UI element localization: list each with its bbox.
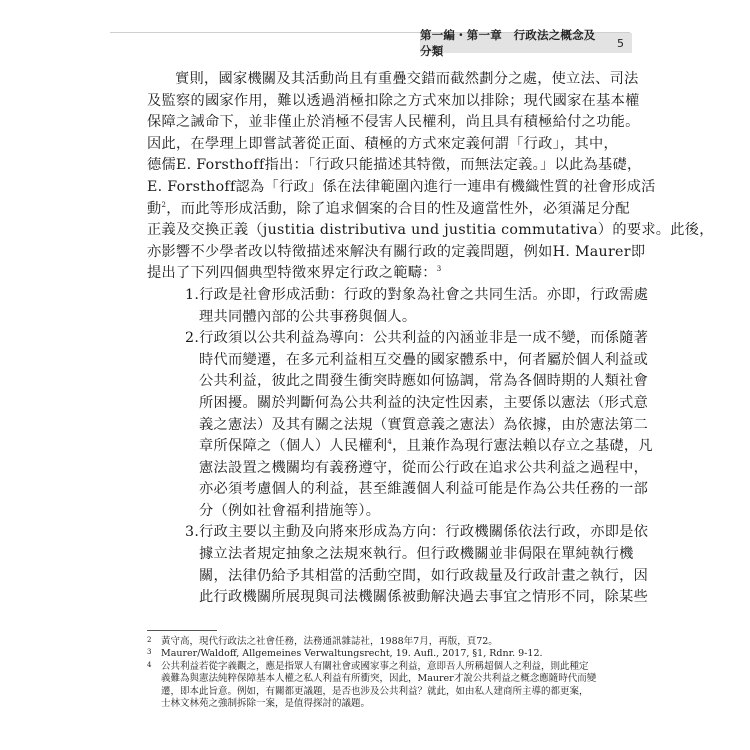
text-line: 實則，國家機關及其活動尚且有重疊交錯而截然劃分之處，使立法、司法 [175, 71, 639, 87]
text-line: 保障之誡命下，並非僅止於消極不侵害人民權利，尚且具有積極給付之功能。 [147, 114, 640, 131]
footnote-marker: 2 [161, 200, 167, 209]
text-line: 德儒E. Forsthoff指出：「行政只能描述其特徵，而無法定義。」以此為基礎， [147, 157, 642, 174]
text-line: 亦必須考慮個人的利益，甚至維護個人利益可能是作為公共任務的一部 [199, 481, 649, 498]
running-header-title: 第一編・第一章 行政法之概念及分類 [420, 28, 596, 58]
page-number: 5 [617, 36, 624, 50]
footnote-separator [147, 630, 217, 631]
footnote-number: 2 [147, 636, 152, 644]
text-line: 分（例如社會福利措施等）。 [199, 502, 381, 519]
footnote-text: Maurer/Waldoff, Allgemeines Verwaltungsrecht, 19. Aufl., 2017, §1, Rdnr. 9-12. [161, 648, 543, 660]
running-header [420, 28, 632, 58]
footnote-text: 公共利益若從字義觀之，應是指眾人有關社會或國家事之利益，意即吾人所稱超個人之利益，則此種定 [161, 660, 589, 672]
footnote [147, 648, 607, 660]
footnote-continuation: 義難為與憲法純粹保障基本人權之私人利益有所衝突，因此，Maurer才說公共利益之概念應隨時代而變 [161, 673, 597, 685]
body-text [147, 69, 714, 609]
footnote-continuation: 士林文林苑之強制拆除一案，是值得探討的議題。 [161, 698, 371, 710]
footnote-number: 3 [147, 648, 152, 657]
footnotes [147, 636, 607, 710]
footnote-marker: 3 [436, 265, 442, 274]
text-line: 義之憲法）及其有關之法規（實質意義之憲法）為依據，由於憲法第二 [199, 416, 649, 433]
footnote-text: 黃守高，現代行政法之社會任務，法務通訊雜誌社，1988年7月，再版，頁72。 [161, 636, 498, 647]
text-line: 亦影響不少學者改以特徵描述來解決有關行政的定義問題，例如H. Maurer即 [147, 243, 646, 260]
text-line: 正義及交換正義（justitia distributiva und justitia commutativa）的要求。此後， [147, 222, 714, 239]
text-line: 公共利益，彼此之間發生衝突時應如何協調，常為各個時期的人類社會 [199, 373, 649, 390]
text-line: 提出了下列四個典型特徵來界定行政之範疇：$^3$ [147, 265, 442, 282]
text-line: 據立法者規定抽象之法規來執行。但行政機關並非侷限在單純執行機 [199, 546, 634, 563]
text-line: 時代而變遷，在多元利益相互交疊的國家體系中，何者屬於個人利益或 [199, 351, 649, 368]
list-item: 3.行政主要以主動及向將來形成為方向：行政機關係依法行政，亦即是依 [185, 524, 649, 541]
text-line: E. Forsthoff認為「行政」係在法律範圍內進行一連串有機織性質的社會形成活 [147, 178, 656, 195]
text-line: 章所保障之（個人）人民權利$^4$，且兼作為現行憲法賴以存立之基礎，凡 [199, 438, 653, 455]
text-line: 理共同體內部的公共事務與個人。 [199, 308, 417, 325]
text-line: 及監察的國家作用，難以透過消極扣除之方式來加以排除；現代國家在基本權 [147, 92, 640, 109]
text-line: 此行政機關所展現與司法機關係被動解決過去事宜之情形不同，除某些 [199, 589, 649, 606]
footnote-marker: 4 [387, 438, 393, 447]
list-item: 2.行政須以公共利益為導向：公共利益的內涵並非是一成不變，而係隨著 [185, 330, 649, 347]
text-line: 動$^2$，而此等形成活動，除了追求個案的合目的性及適當性外，必須滿足分配 [147, 200, 630, 217]
footnote [147, 636, 607, 648]
footnote-number: 4 [147, 660, 152, 669]
list-item: 1.行政是社會形成活動：行政的對象為社會之共同生活。亦即，行政需處 [185, 286, 649, 303]
text-line: 憲法設置之機關均有義務遵守，從而公行政在追求公共利益之過程中， [199, 459, 649, 476]
text-line: 因此，在學理上即嘗試著從正面、積極的方式來定義何謂「行政」，其中， [147, 135, 618, 152]
footnote-continuation: 遷，即本此旨意。例如，有關都更議題，是否也涉及公共利益？就此，如由私人建商所主導的都更案， [161, 685, 589, 697]
footnote [147, 661, 607, 673]
text-line: 關，法律仍給予其相當的活動空間，如行政裁量及行政計畫之執行，因 [199, 567, 649, 584]
text-line: 所困擾。關於判斷何為公共利益的決定性因素，主要係以憲法（形式意 [199, 394, 649, 411]
